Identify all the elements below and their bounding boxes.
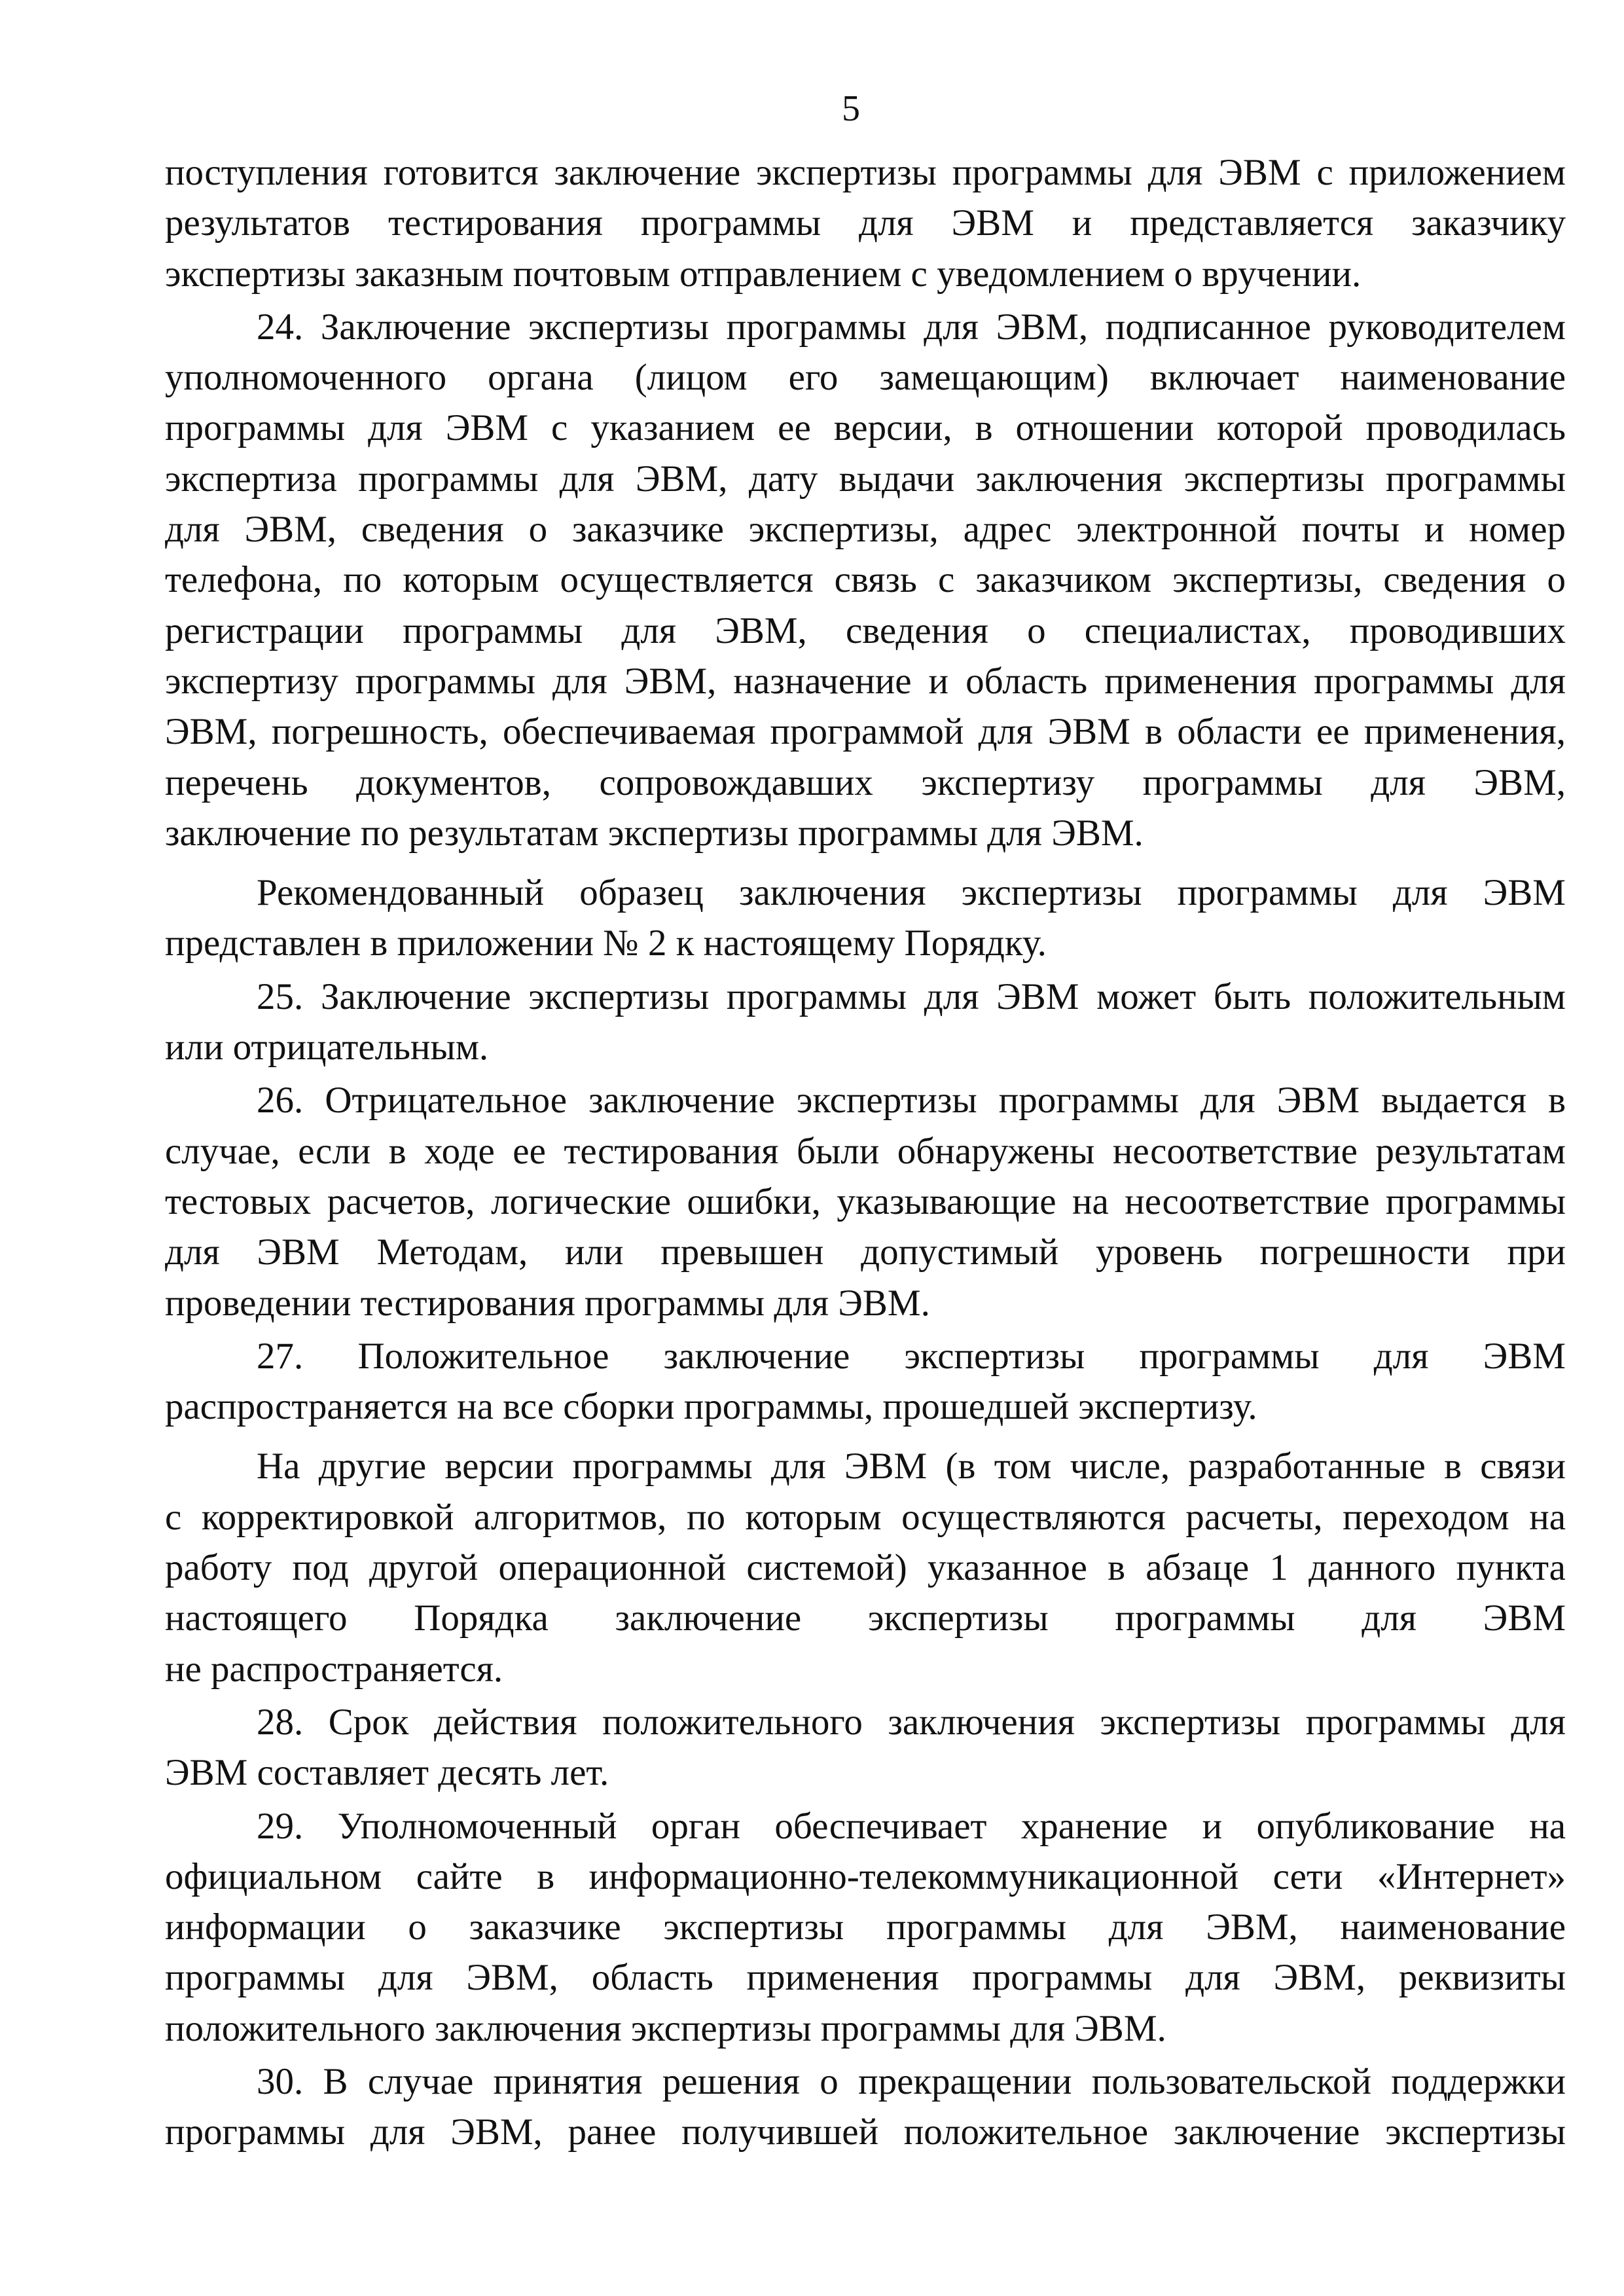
paragraph: [165, 1075, 1566, 1328]
paragraph: [165, 1697, 1566, 1798]
text-line: случае, если в ходе ее тестирования были обнаружены несоответствие результатам: [165, 1130, 1566, 1172]
text-line: не распространяется.: [165, 1648, 503, 1690]
paragraph: [165, 972, 1566, 1073]
text-line: программы для ЭВМ, ранее получившей положительное заключение экспертизы: [165, 2111, 1566, 2153]
text-line: программы для ЭВМ с указанием ее версии, в отношении которой проводилась: [165, 407, 1566, 449]
text-line: экспертиза программы для ЭВМ, дату выдачи заключения экспертизы программы: [165, 458, 1566, 500]
text-line: ЭВМ составляет десять лет.: [165, 1752, 609, 1794]
text-line: регистрации программы для ЭВМ, сведения о специалистах, проводивших: [165, 610, 1566, 651]
paragraph: [165, 1331, 1566, 1432]
text-line: экспертизы заказным почтовым отправлением с уведомлением о вручении.: [165, 253, 1362, 295]
text-line: 25. Заключение экспертизы программы для ЭВМ может быть положительным: [257, 975, 1566, 1017]
text-line: 28. Срок действия положительного заключения экспертизы программы для: [257, 1701, 1566, 1743]
text-line: ЭВМ, погрешность, обеспечиваемая программой для ЭВМ в области ее применения,: [165, 711, 1566, 753]
text-line: настоящего Порядка заключение экспертизы программы для ЭВМ: [165, 1597, 1566, 1639]
text-line: представлен в приложении № 2 к настоящему Порядку.: [165, 922, 1047, 964]
document-body: [165, 147, 1566, 2160]
paragraph: [165, 867, 1566, 969]
text-line: 26. Отрицательное заключение экспертизы программы для ЭВМ выдается в: [257, 1080, 1566, 1121]
text-line: 30. В случае принятия решения о прекращении пользовательской поддержки: [257, 2060, 1566, 2102]
paragraph: [165, 302, 1566, 858]
text-line: тестовых расчетов, логические ошибки, указывающие на несоответствие программы: [165, 1180, 1566, 1222]
text-line: телефона, по которым осуществляется связь с заказчиком экспертизы, сведения о: [165, 559, 1566, 601]
text-line: работу под другой операционной системой) указанное в абзаце 1 данного пункта: [165, 1547, 1566, 1589]
text-line: официальном сайте в информационно-телекоммуникационной сети «Интернет»: [165, 1855, 1566, 1897]
text-line: информации о заказчике экспертизы программы для ЭВМ, наименование: [165, 1906, 1566, 1948]
text-line: для ЭВМ, сведения о заказчике экспертизы, адрес электронной почты и номер: [165, 509, 1566, 551]
text-line: На другие версии программы для ЭВМ (в том числе, разработанные в связи: [257, 1446, 1566, 1487]
text-line: для ЭВМ Методам, или превышен допустимый уровень погрешности при: [165, 1231, 1566, 1273]
text-line: 24. Заключение экспертизы программы для ЭВМ, подписанное руководителем: [257, 306, 1566, 348]
text-line: перечень документов, сопровождавших экспертизу программы для ЭВМ,: [165, 761, 1566, 803]
text-line: с корректировкой алгоритмов, по которым осуществляются расчеты, переходом на: [165, 1496, 1566, 1538]
text-line: распространяется на все сборки программы, прошедшей экспертизу.: [165, 1386, 1257, 1428]
text-line: программы для ЭВМ, область применения программы для ЭВМ, реквизиты: [165, 1957, 1566, 1999]
text-line: положительного заключения экспертизы программы для ЭВМ.: [165, 2007, 1166, 2049]
paragraph: [165, 2056, 1566, 2158]
text-line: или отрицательным.: [165, 1027, 489, 1068]
paragraph: [165, 1801, 1566, 2054]
text-line: 27. Положительное заключение экспертизы программы для ЭВМ: [257, 1335, 1566, 1377]
text-line: проведении тестирования программы для ЭВМ.: [165, 1282, 930, 1324]
paragraph: [165, 147, 1566, 299]
text-line: заключение по результатам экспертизы программы для ЭВМ.: [165, 812, 1144, 854]
text-line: экспертизу программы для ЭВМ, назначение и область применения программы для: [165, 660, 1566, 702]
text-line: Рекомендованный образец заключения экспертизы программы для ЭВМ: [257, 872, 1566, 914]
text-line: поступления готовится заключение экспертизы программы для ЭВМ с приложением: [165, 152, 1566, 193]
text-line: уполномоченного органа (лицом его замещающим) включает наименование: [165, 357, 1566, 399]
text-line: 29. Уполномоченный орган обеспечивает хранение и опубликование на: [257, 1805, 1566, 1847]
page-number: 5: [842, 88, 860, 129]
text-line: результатов тестирования программы для ЭВМ и представляется заказчику: [165, 202, 1566, 244]
paragraph: [165, 1441, 1566, 1694]
